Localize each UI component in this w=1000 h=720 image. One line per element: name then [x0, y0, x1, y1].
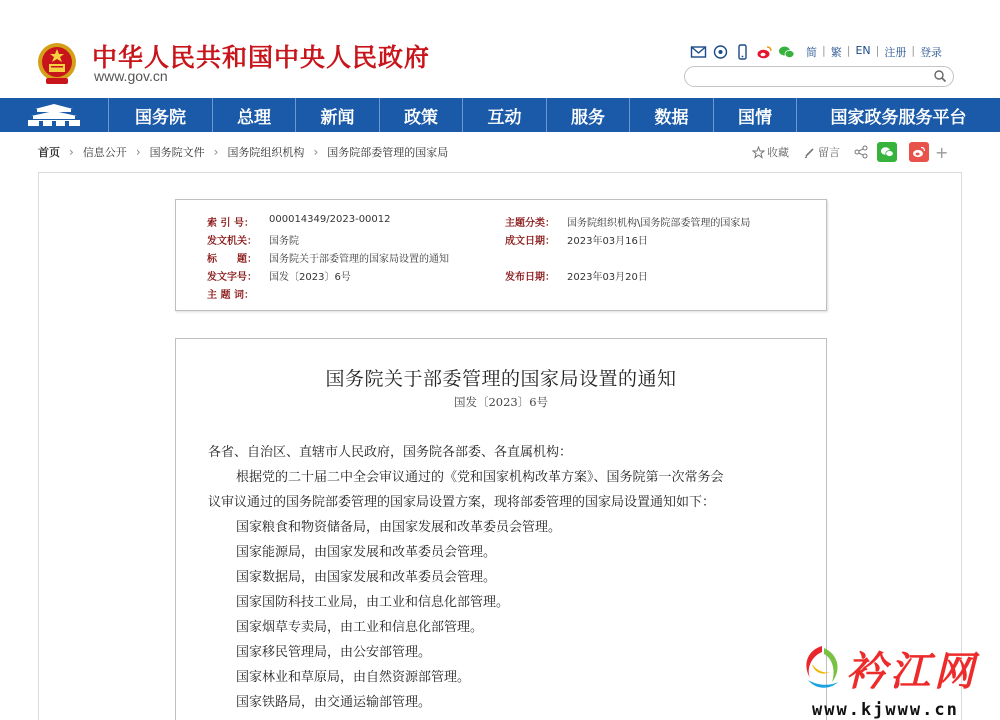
document-title: 国务院关于部委管理的国家局设置的通知	[325, 368, 677, 390]
bureau-item: 国家国防科技工业局，由工业和信息化部管理。	[236, 595, 510, 610]
mobile-icon[interactable]	[734, 44, 751, 60]
chevron-right-icon: ›	[313, 145, 319, 159]
breadcrumb	[38, 144, 448, 160]
wechat-icon	[880, 146, 894, 158]
register-link[interactable]: 注册	[884, 46, 907, 59]
meta-row-date-written: 成文日期： 2023年03月16日	[505, 236, 648, 247]
bureau-item: 国家烟草专卖局，由工业和信息化部管理。	[236, 620, 484, 635]
site-url[interactable]: www.gov.cn	[94, 68, 168, 84]
top-icon-bar	[690, 42, 795, 62]
favorite-button[interactable]	[752, 144, 789, 160]
nav-item-premier[interactable]: 总理	[212, 98, 295, 132]
main-nav	[0, 98, 1000, 132]
plus-icon[interactable]: +	[935, 142, 949, 162]
document-intro-line-2: 议审议通过的国务院部委管理的国家局设置方案，现将部委管理的国家局设置通知如下：	[208, 495, 716, 510]
document-salutation: 各省、自治区、直辖市人民政府，国务院各部委、各直属机构：	[208, 445, 573, 460]
watermark-logo-icon	[798, 642, 846, 694]
traditional-link[interactable]: 繁	[830, 46, 842, 59]
top-links: 简 | 繁 | EN | 注册 | 登录	[806, 44, 943, 59]
nav-item-news[interactable]: 新闻	[295, 98, 379, 132]
document-number: 国发〔2023〕6号	[453, 395, 549, 409]
nav-item-state-council[interactable]: 国务院	[108, 98, 212, 132]
wechat-share-button[interactable]	[877, 142, 897, 162]
pencil-icon	[803, 146, 816, 159]
chevron-right-icon: ›	[135, 145, 141, 159]
comment-label: 留言	[818, 146, 840, 159]
nav-item-national-info[interactable]: 国情	[713, 98, 796, 132]
star-icon	[752, 146, 765, 159]
page-tools	[752, 142, 948, 162]
simplified-link[interactable]: 简	[806, 46, 817, 59]
watermark	[798, 640, 998, 720]
share-icon[interactable]	[854, 145, 868, 159]
breadcrumb-info-disclosure[interactable]: 信息公开	[82, 146, 127, 159]
breadcrumb-home[interactable]: 首页	[38, 146, 60, 159]
search-box	[684, 66, 954, 87]
wechat-icon[interactable]	[778, 44, 795, 60]
document-body	[175, 338, 827, 720]
weibo-icon	[912, 146, 926, 158]
search-icon[interactable]	[933, 69, 947, 83]
bureau-item: 国家移民管理局，由公安部管理。	[236, 645, 432, 660]
weibo-share-button[interactable]	[909, 142, 929, 162]
bureau-item: 国家能源局，由国家发展和改革委员会管理。	[236, 545, 497, 560]
chevron-right-icon: ›	[213, 145, 219, 159]
bureau-item: 国家数据局，由国家发展和改革委员会管理。	[236, 570, 497, 585]
login-link[interactable]: 登录	[920, 46, 943, 59]
favorite-label: 收藏	[767, 146, 789, 159]
meta-row-title: 标 题： 国务院关于部委管理的国家局设置的通知	[207, 254, 449, 265]
nav-item-interaction[interactable]: 互动	[462, 98, 546, 132]
meta-row-keywords: 主 题 词：	[207, 290, 254, 301]
document-meta-box	[175, 199, 827, 311]
site-title[interactable]: 中华人民共和国中央人民政府	[92, 43, 431, 72]
document-intro-line-1: 根据党的二十届二中全会审议通过的《党和国家机构改革方案》、国务院第一次常务会	[236, 470, 724, 485]
mail-icon[interactable]	[690, 44, 707, 60]
search-input[interactable]	[695, 70, 930, 89]
nav-item-services[interactable]: 服务	[546, 98, 629, 132]
breadcrumb-state-council-docs[interactable]: 国务院文件	[149, 146, 205, 159]
nav-item-service-platform[interactable]: 国家政务服务平台	[796, 98, 1000, 132]
chevron-right-icon: ›	[69, 145, 74, 159]
nav-item-policy[interactable]: 政策	[379, 98, 462, 132]
meta-row-category: 主题分类： 国务院组织机构\国务院部委管理的国家局	[505, 218, 751, 229]
watermark-name: 衿江网	[846, 648, 978, 695]
english-link[interactable]: EN	[855, 44, 871, 57]
breadcrumb-national-bureaus[interactable]: 国务院部委管理的国家局	[327, 146, 449, 159]
nav-home[interactable]	[0, 98, 108, 132]
nav-item-data[interactable]: 数据	[629, 98, 713, 132]
meta-row-index: 索 引 号： 000014349/2023-00012	[207, 214, 391, 229]
watermark-url: www.kjwww.cn	[812, 700, 959, 720]
site-header	[0, 0, 1000, 98]
bureau-item: 国家粮食和物资储备局，由国家发展和改革委员会管理。	[236, 520, 562, 535]
bureau-item: 国家林业和草原局，由自然资源部管理。	[236, 670, 471, 685]
meta-row-issuer: 发文机关： 国务院	[207, 236, 299, 247]
national-emblem-icon[interactable]	[36, 40, 78, 86]
meta-row-doc-number: 发文字号： 国发〔2023〕6号	[207, 272, 351, 283]
message-icon[interactable]	[712, 44, 729, 60]
weibo-icon[interactable]	[756, 44, 773, 60]
tiananmen-icon	[25, 103, 83, 127]
bureau-item: 国家铁路局，由交通运输部管理。	[236, 695, 432, 710]
breadcrumb-organization[interactable]: 国务院组织机构	[227, 146, 305, 159]
meta-row-publish-date: 发布日期： 2023年03月20日	[505, 272, 648, 283]
comment-button[interactable]	[803, 144, 840, 160]
